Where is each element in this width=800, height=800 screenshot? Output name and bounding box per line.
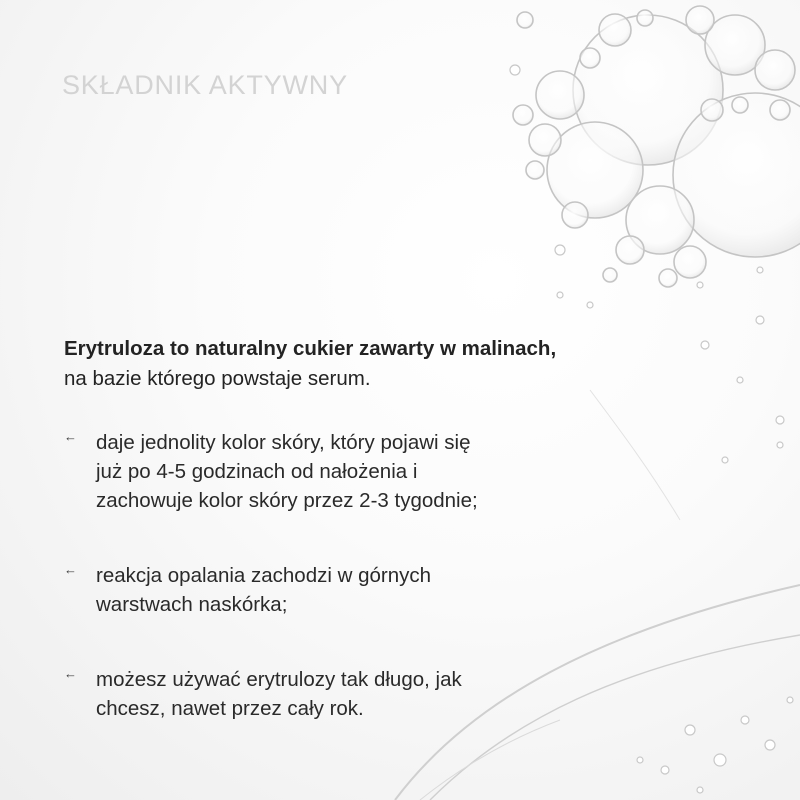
- feature-line: już po 4-5 godzinach od nałożenia i: [96, 460, 418, 483]
- feature-line: warstwach naskórka;: [96, 593, 288, 616]
- arrow-left-icon: ←: [64, 429, 77, 444]
- intro-paragraph: [64, 334, 684, 394]
- feature-line: reakcja opalania zachodzi w górnych: [96, 564, 432, 587]
- feature-line: zachowuje kolor skóry przez 2-3 tygodnie;: [96, 489, 478, 512]
- feature-line: chcesz, nawet przez cały rok.: [96, 697, 364, 720]
- feature-line: możesz używać erytrulozy tak długo, jak: [96, 668, 462, 691]
- list-item: [64, 428, 624, 515]
- intro-bold-text: Erytruloza to naturalny cukier zawarty w malinach,: [64, 337, 557, 360]
- list-item: [64, 561, 624, 619]
- feature-list: [64, 428, 624, 723]
- arrow-left-icon: ←: [64, 562, 77, 577]
- section-title: SKŁADNIK AKTYWNY: [62, 70, 348, 100]
- feature-line: daje jednolity kolor skóry, który pojawi się: [96, 431, 471, 454]
- intro-normal-text: na bazie którego powstaje serum.: [64, 367, 371, 390]
- arrow-left-icon: ←: [64, 666, 77, 681]
- list-item: [64, 665, 624, 723]
